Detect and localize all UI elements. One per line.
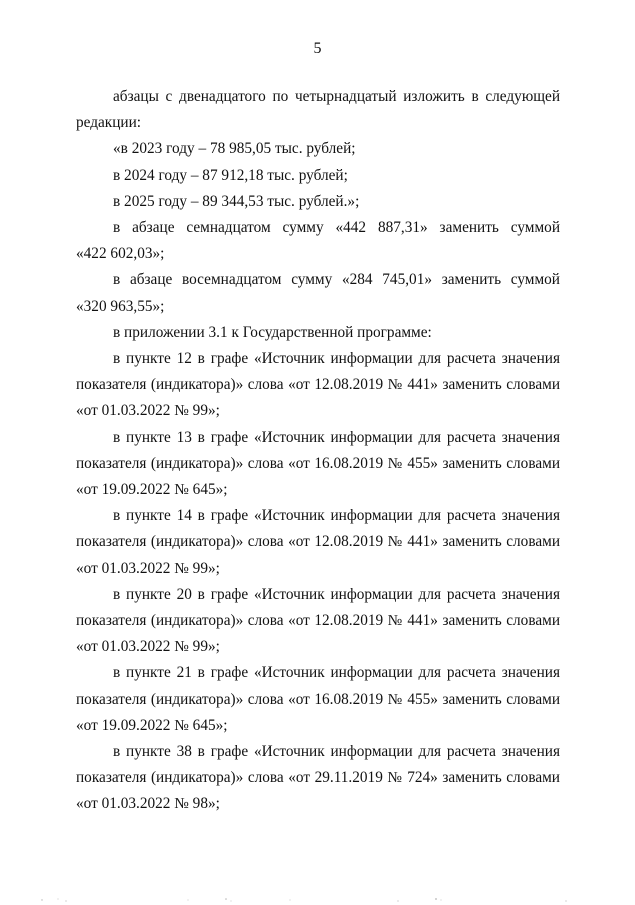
page-number: 5	[313, 40, 322, 57]
paragraph-line: «422 602,03»;	[76, 245, 165, 263]
paragraph-line: в приложении 3.1 к Государственной программе:	[113, 323, 432, 341]
paragraph-line: в пункте 12 в графе «Источник информации для расчета значения	[113, 350, 560, 368]
paragraph	[76, 136, 560, 162]
paragraph-line: «от 19.09.2022 № 645»;	[76, 716, 228, 734]
paragraph-line: показателя (индикатора)» слова «от 12.08.2019 № 441» заменить словами	[76, 612, 560, 630]
paragraph-line: в абзаце восемнадцатом сумму «284 745,01» заменить суммой	[113, 271, 560, 289]
paragraph	[76, 320, 560, 346]
paragraph	[76, 84, 560, 136]
paragraph	[76, 346, 560, 425]
paragraph	[76, 215, 560, 267]
paragraph	[76, 189, 560, 215]
paragraph-line: «320 963,55»;	[76, 297, 165, 315]
paragraph-line: «от 01.03.2022 № 98»;	[76, 795, 220, 813]
paragraph-line: в 2025 году – 89 344,53 тыс. рублей.»;	[113, 192, 360, 210]
paragraph-line: показателя (индикатора)» слова «от 16.08.2019 № 455» заменить словами	[76, 690, 560, 708]
paragraph	[76, 163, 560, 189]
paragraph	[76, 582, 560, 661]
paragraph-line: показателя (индикатора)» слова «от 12.08.2019 № 441» заменить словами	[76, 533, 560, 551]
paragraph-line: абзацы с двенадцатого по четырнадцатый изложить в следующей	[113, 88, 560, 105]
paragraph-line: в пункте 21 в графе «Источник информации для расчета значения	[113, 664, 560, 682]
paragraph-line: «от 01.03.2022 № 99»;	[76, 559, 220, 577]
document-body	[76, 84, 560, 818]
paragraph-line: в 2024 году – 87 912,18 тыс. рублей;	[113, 166, 348, 184]
paragraph	[76, 425, 560, 504]
paragraph	[76, 267, 560, 319]
paragraph-line: показателя (индикатора)» слова «от 16.08.2019 № 455» заменить словами	[76, 454, 560, 472]
paragraph-line: «в 2023 году – 78 985,05 тыс. рублей;	[113, 140, 356, 158]
paragraph-line: редакции:	[76, 114, 142, 132]
paragraph-line: «от 19.09.2022 № 645»;	[76, 481, 228, 499]
paragraph-line: показателя (индикатора)» слова «от 29.11.2019 № 724» заменить словами	[76, 769, 560, 787]
paragraph-line: в пункте 20 в графе «Источник информации для расчета значения	[113, 585, 560, 603]
paragraph-line: в пункте 38 в графе «Источник информации для расчета значения	[113, 743, 560, 761]
paragraph	[76, 739, 560, 818]
paragraph	[76, 660, 560, 739]
paragraph-line: показателя (индикатора)» слова «от 12.08.2019 № 441» заменить словами	[76, 376, 560, 394]
paragraph-line: в пункте 13 в графе «Источник информации для расчета значения	[113, 428, 560, 446]
paragraph-line: в пункте 14 в графе «Источник информации для расчета значения	[113, 507, 560, 525]
paragraph-line: «от 01.03.2022 № 99»;	[76, 402, 220, 420]
scan-noise	[0, 891, 635, 905]
paragraph	[76, 503, 560, 582]
paragraph-line: «от 01.03.2022 № 99»;	[76, 638, 220, 656]
paragraph-line: в абзаце семнадцатом сумму «442 887,31» заменить суммой	[113, 219, 560, 237]
